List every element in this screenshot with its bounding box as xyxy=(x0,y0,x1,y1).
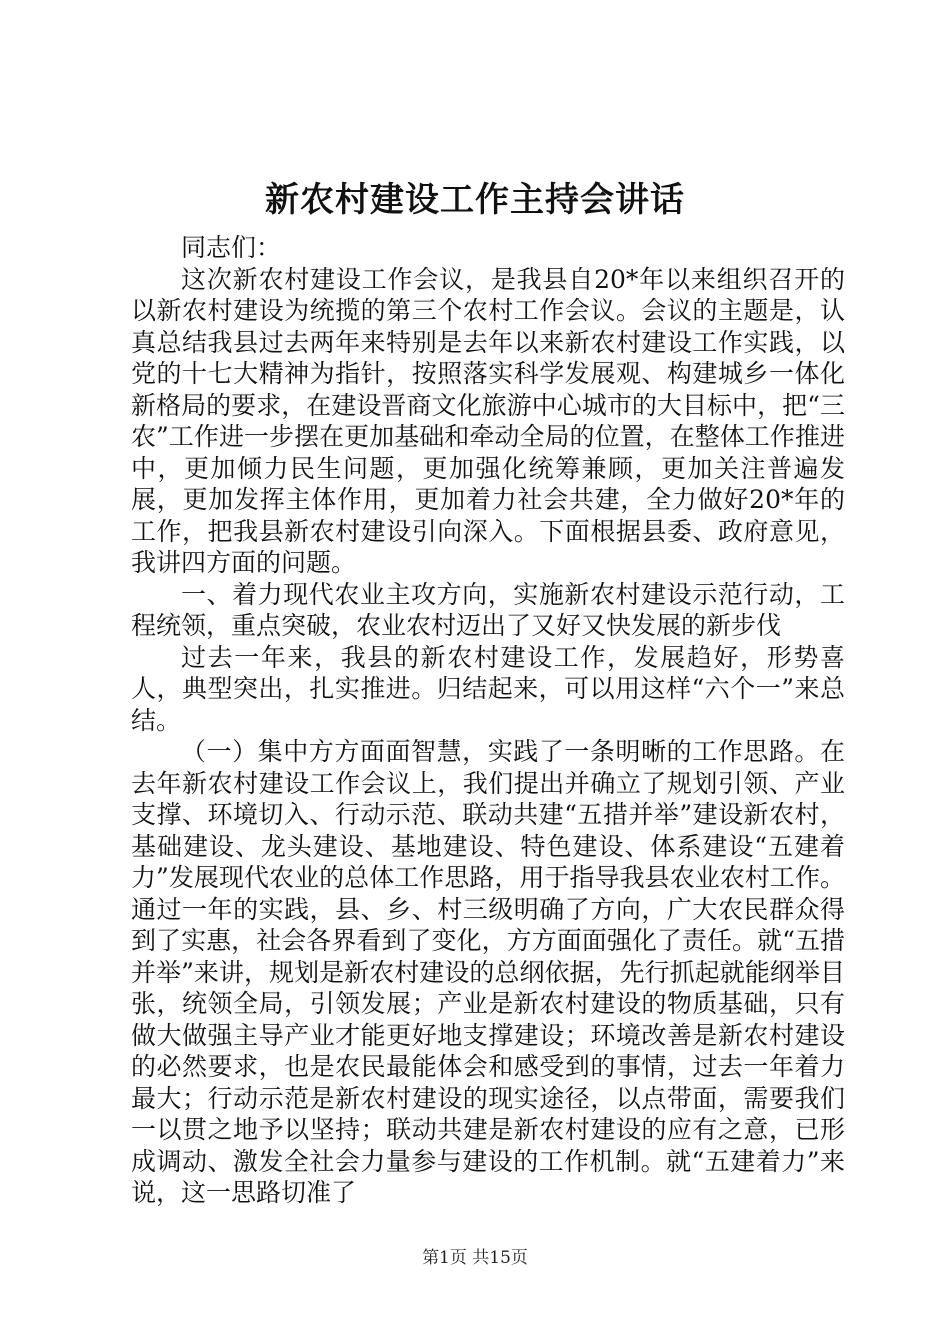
paragraph-summary: 过去一年来，我县的新农村建设工作，发展趋好，形势喜人，典型突出，扎实推进。归结起来，可以用这样“六个一”来总结。 xyxy=(131,642,845,735)
document-title: 新农村建设工作主持会讲话 xyxy=(265,180,685,220)
paragraph-salutation: 同志们： xyxy=(181,233,282,262)
document-body xyxy=(131,232,845,1209)
paragraph-section-heading: 一、着力现代农业主攻方向，实施新农村建设示范行动，工程统领，重点突破，农业农村迈出了又好又快发展的新步伐 xyxy=(131,579,845,640)
paragraph-subsection-one: （一）集中方方面面智慧，实践了一条明晰的工作思路。在去年新农村建设工作会议上，我们提出并确立了规划引领、产业支撑、环境切入、行动示范、联动共建“五措并举”建设新农村，基础建设、龙头建设、基地建设、特色建设、体系建设“五建着力”发展现代农业的总体工作思路，用于指导我县农业农村工作。通过一年的实践，县、乡、村三级明确了方向，广大农民群众得到了实惠，社会各界看到了变化，方方面面强化了责任。就“五措并举”来讲，规划是新农村建设的总纲依据，先行抓起就能纲举目张，统领全局，引领发展；产业是新农村建设的物质基础，只有做大做强主导产业才能更好地支撑建设；环境改善是新农村建设的必然要求，也是农民最能体会和感受到的事情，过去一年着力最大；行动示范是新农村建设的现实途径，以点带面，需要我们一以贯之地予以坚持；联动共建是新农村建设的应有之意，已形成调动、激发全社会力量参与建设的工作机制。就“五建着力”来说，这一思路切准了 xyxy=(131,737,845,1207)
paragraph-intro: 这次新农村建设工作会议，是我县自20*年以来组织召开的以新农村建设为统揽的第三个农村工作会议。会议的主题是，认真总结我县过去两年来特别是去年以来新农村建设工作实践，以党的十七大精神为指针，按照落实科学发展观、构建城乡一体化新格局的要求，在建设晋商文化旅游中心城市的大目标中，把“三农”工作进一步摆在更加基础和牵动全局的位置，在整体工作推进中，更加倾力民生问题，更加强化统筹兼顾，更加关注普遍发展，更加发挥主体作用，更加着力社会共建，全力做好20*年的工作，把我县新农村建设引向深入。下面根据县委、政府意见，我讲四方面的问题。 xyxy=(131,264,845,577)
page-footer: 第1页 共15页 xyxy=(422,1248,528,1268)
